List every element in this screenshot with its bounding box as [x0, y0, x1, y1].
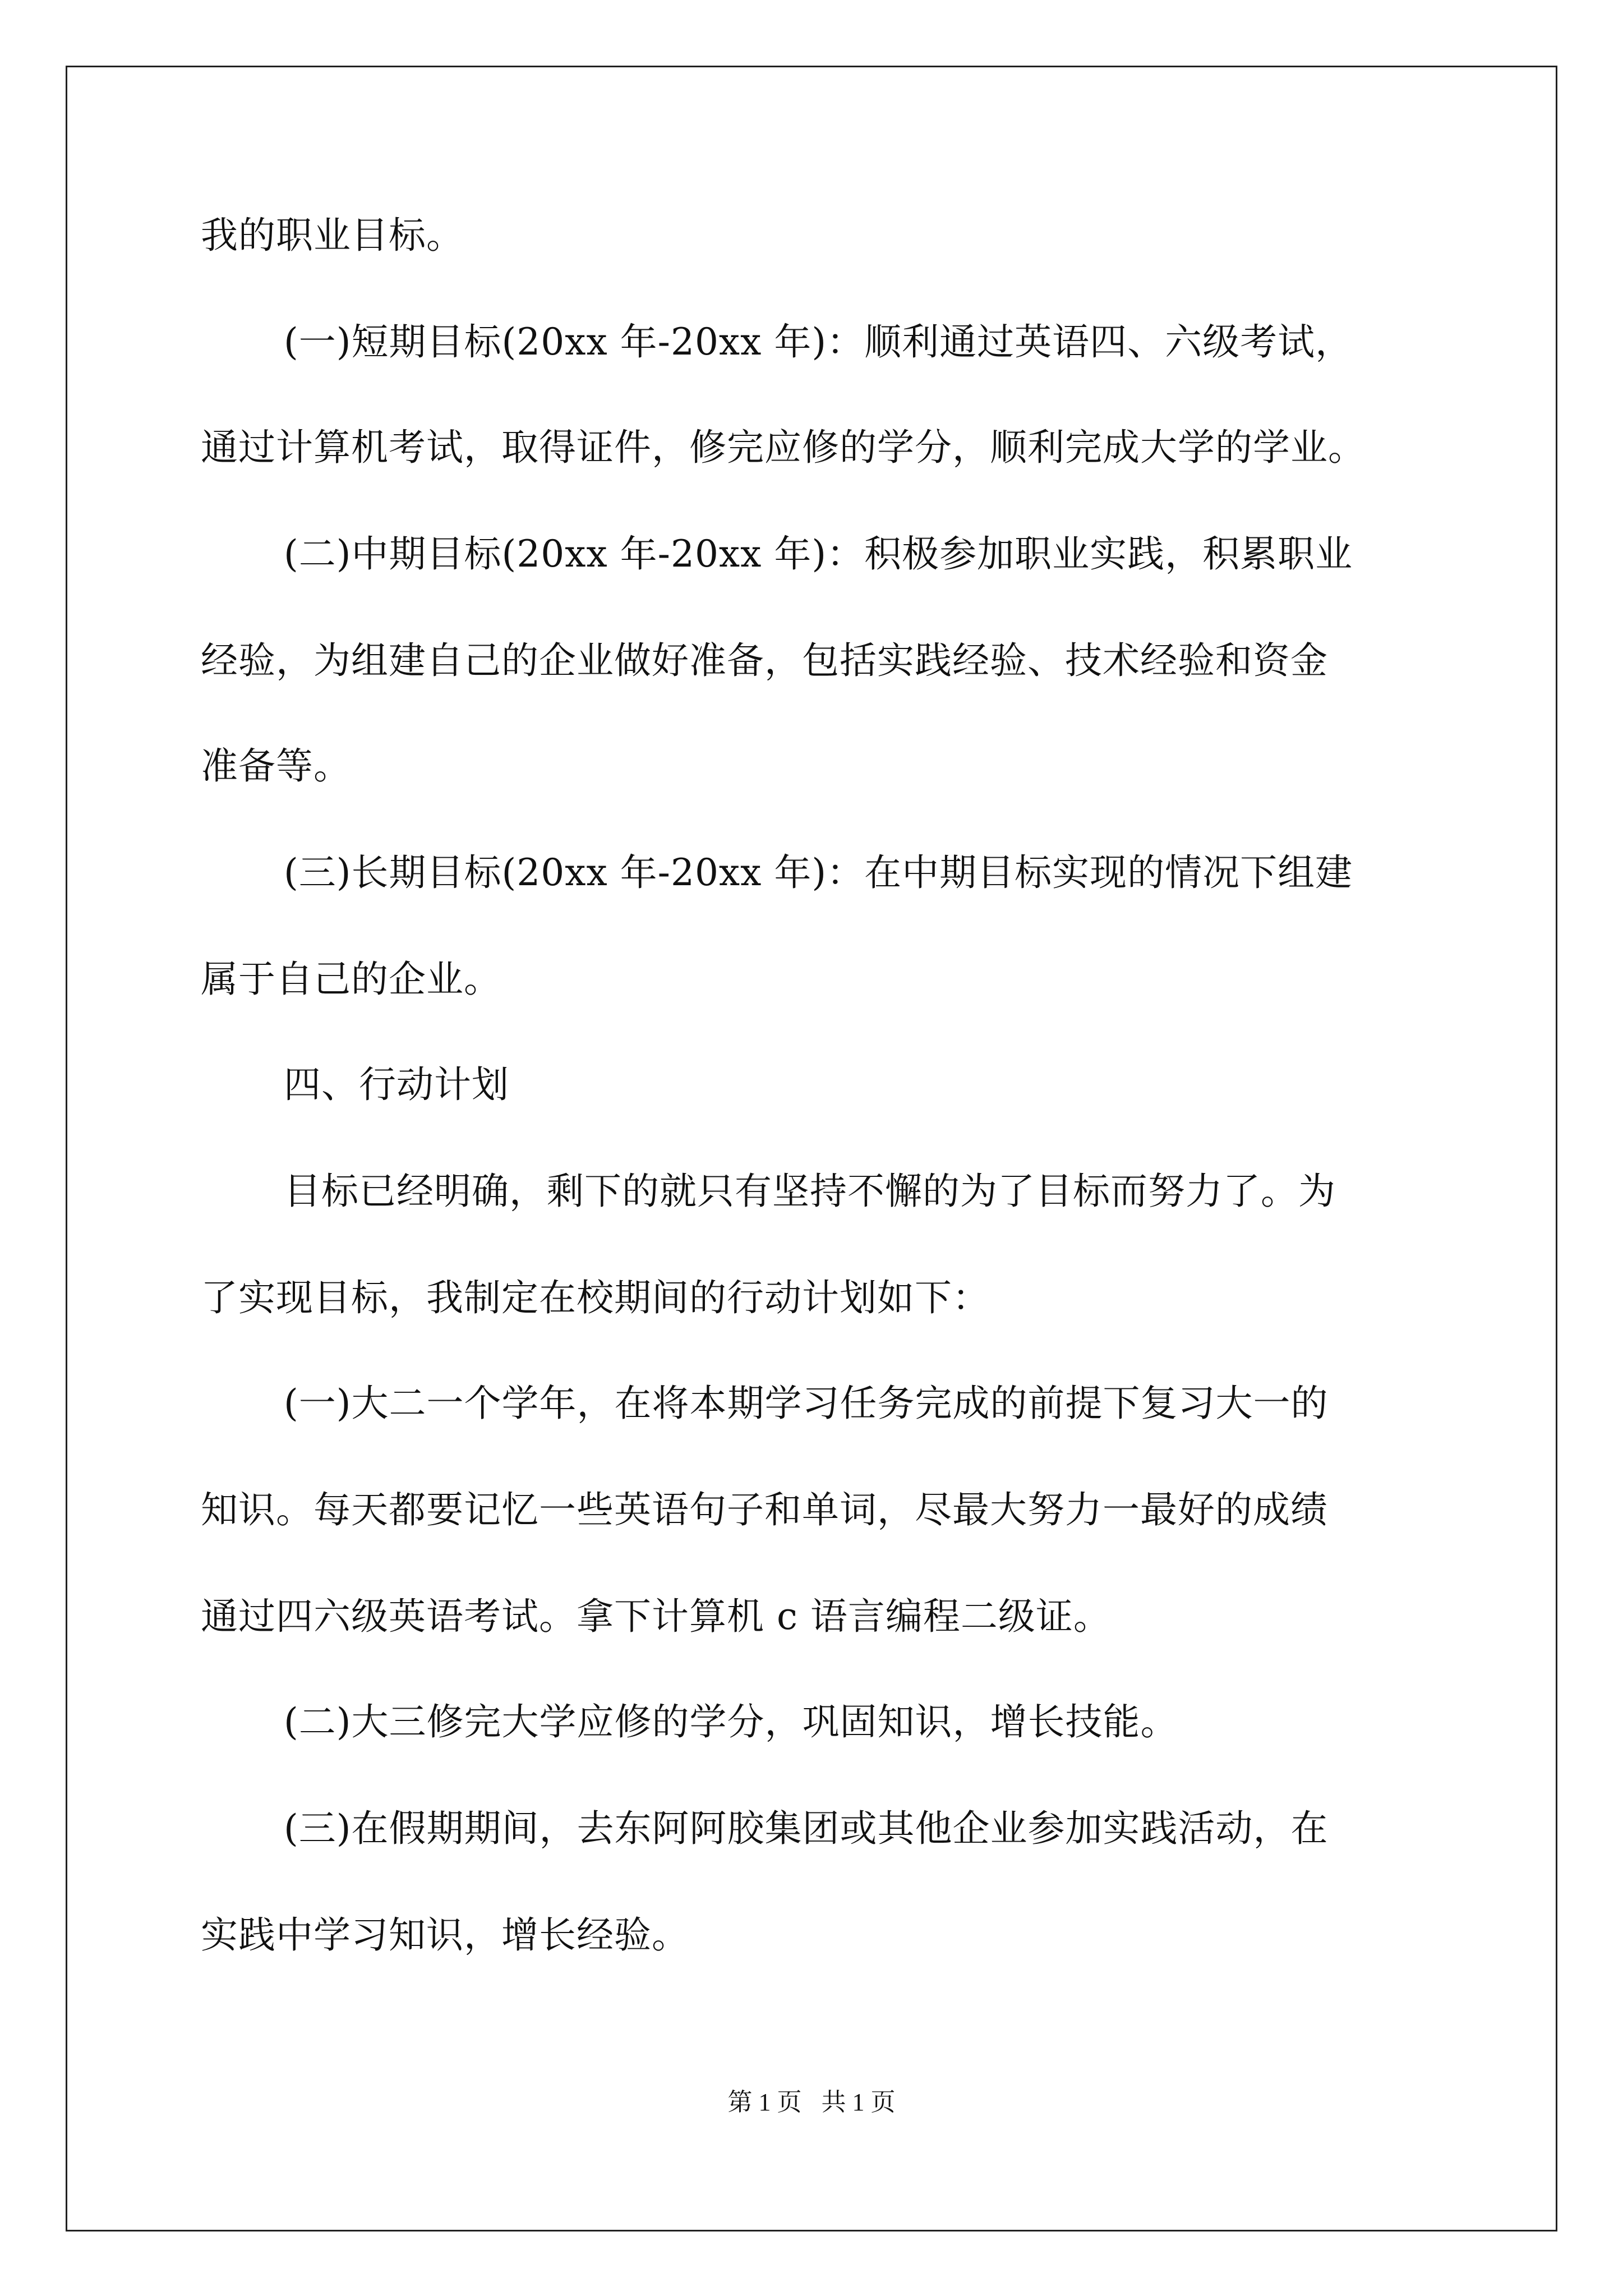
text-line: (二)中期目标(20xx 年-20xx 年)：积极参加职业实践，积累职业 [284, 532, 1353, 576]
text-line: 通过计算机考试，取得证件，修完应修的学分，顺利完成大学的学业。 [201, 426, 1366, 469]
text-line: 目标已经明确，剩下的就只有坚持不懈的为了目标而努力了。为 [284, 1170, 1336, 1213]
page-number: 第 1 页 [727, 2088, 802, 2116]
text-line: 准备等。 [201, 744, 351, 788]
page-total: 共 1 页 [821, 2088, 896, 2116]
text-line: 属于自己的企业。 [201, 958, 501, 1001]
text-line: 了实现目标，我制定在校期间的行动计划如下： [201, 1276, 990, 1319]
page-border [66, 66, 1557, 2231]
text-line: 经验，为组建自己的企业做好准备，包括实践经验、技术经验和资金 [201, 639, 1328, 682]
text-line: 实践中学习知识，增长经验。 [201, 1913, 689, 1957]
text-line: (一)短期目标(20xx 年-20xx 年)：顺利通过英语四、六级考试， [284, 320, 1353, 364]
page-footer [0, 2086, 1623, 2119]
text-line: (三)在假期期间，去东阿阿胶集团或其他企业参加实践活动，在 [284, 1807, 1329, 1850]
text-line: (一)大二一个学年，在将本期学习任务完成的前提下复习大一的 [284, 1382, 1329, 1425]
text-line: 我的职业目标。 [201, 214, 464, 257]
section-heading: 四、行动计划 [284, 1063, 509, 1106]
text-line: 通过四六级英语考试。拿下计算机 c 语言编程二级证。 [201, 1595, 1111, 1638]
text-line: 知识。每天都要记忆一些英语句子和单词，尽最大努力一最好的成绩 [201, 1488, 1328, 1531]
text-line: (二)大三修完大学应修的学分，巩固知识，增长技能。 [284, 1700, 1178, 1743]
text-line: (三)长期目标(20xx 年-20xx 年)：在中期目标实现的情况下组建 [284, 851, 1353, 894]
